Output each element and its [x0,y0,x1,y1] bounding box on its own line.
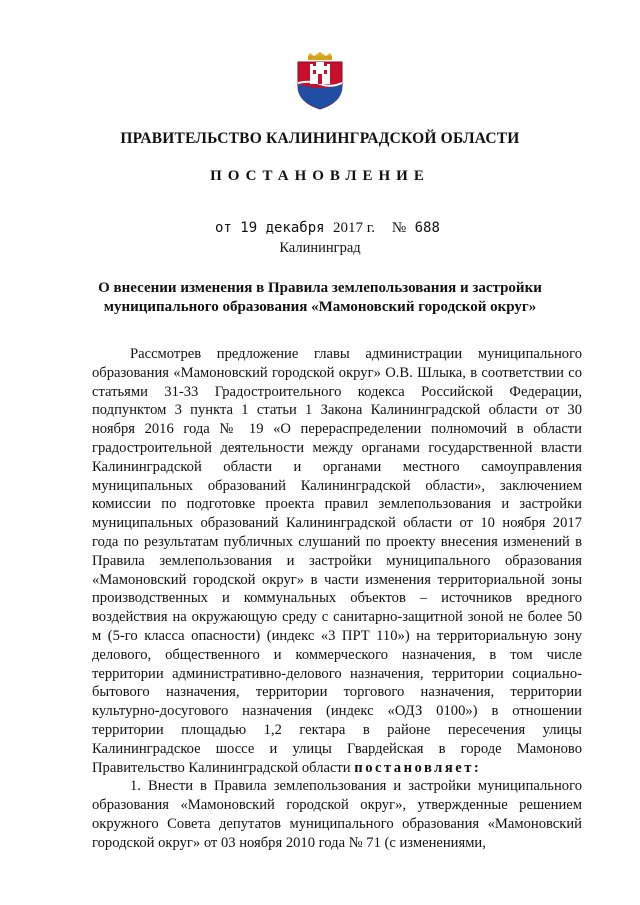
city: Калининград [279,240,361,256]
coat-of-arms-emblem [294,52,346,110]
date-number-line [215,220,440,237]
decree-word: постановляет: [354,759,482,776]
document-type: ПОСТАНОВЛЕНИЕ [210,168,430,184]
document-number: 688 [414,220,440,236]
preamble-paragraph [92,345,582,777]
government-title: ПРАВИТЕЛЬСТВО КАЛИНИНГРАДСКОЙ ОБЛАСТИ [120,130,520,147]
subject-line-1: О внесении изменения в Правила землепользования и застройки [98,280,542,296]
date-prefix: от [215,220,232,236]
subject-line-2: муниципального образования «Мамоновский городской округ» [103,299,537,315]
number-prefix: № [391,220,407,236]
document-year: 2017 г. [333,220,375,236]
document-body [92,345,582,853]
document-subject [90,279,550,317]
preamble-text: Рассмотрев предложение главы администрации муниципального образования «Мамоновский городской округ» О.В. Шлыка, в соответствии со статьями 31-33 Градостроительного кодекса Российской Федерации, подпунктом 3 пункта 1 статьи 1 Закона Калининградской области от 30 ноября 2016 года № 19 «О перераспределении полномочий в области градостроительной деятельности между органами государственной власти Калининградской области и органами местного самоуправления муниципальных образований Калининградской области», заключением комиссии по подготовке проекта правил землепользования и застройки муниципальных образований Калининградской области от 10 ноября 2017 года по результатам публичных слушаний по проекту внесения изменений в Правила землепользования и застройки муниципального образования «Мамоновский городской округ» в части изменения территориальной зоны производственных и коммунальных объектов – источников вредного воздействия на окружающую среду с санитарно-защитной зоной не более 50 м (5-го класса опасности) (индекс «3 ПРТ 110») на территориальную зону делового, общественного и коммерческого назначения, в том числе территории административно-делового назначения, территории социально-бытового назначения, территории торгового назначения, территории культурно-досугового назначения (индекс «ОДЗ 0100») в отношении территории площадью 1,2 гектара в районе пересечения улицы Калининградское шоссе и улицы Гвардейская в городе Мамоново Правительство Калининградской области [92,346,582,776]
item-1-paragraph: 1. Внести в Правила землепользования и застройки муниципального образования «Мамоновский городской округ», утвержденные решением окружного Совета депутатов муниципального образования «Мамоновский городской округ» от 03 ноября 2010 года № 71 (с изменениями, [92,778,582,851]
document-date: 19 декабря [240,220,325,236]
